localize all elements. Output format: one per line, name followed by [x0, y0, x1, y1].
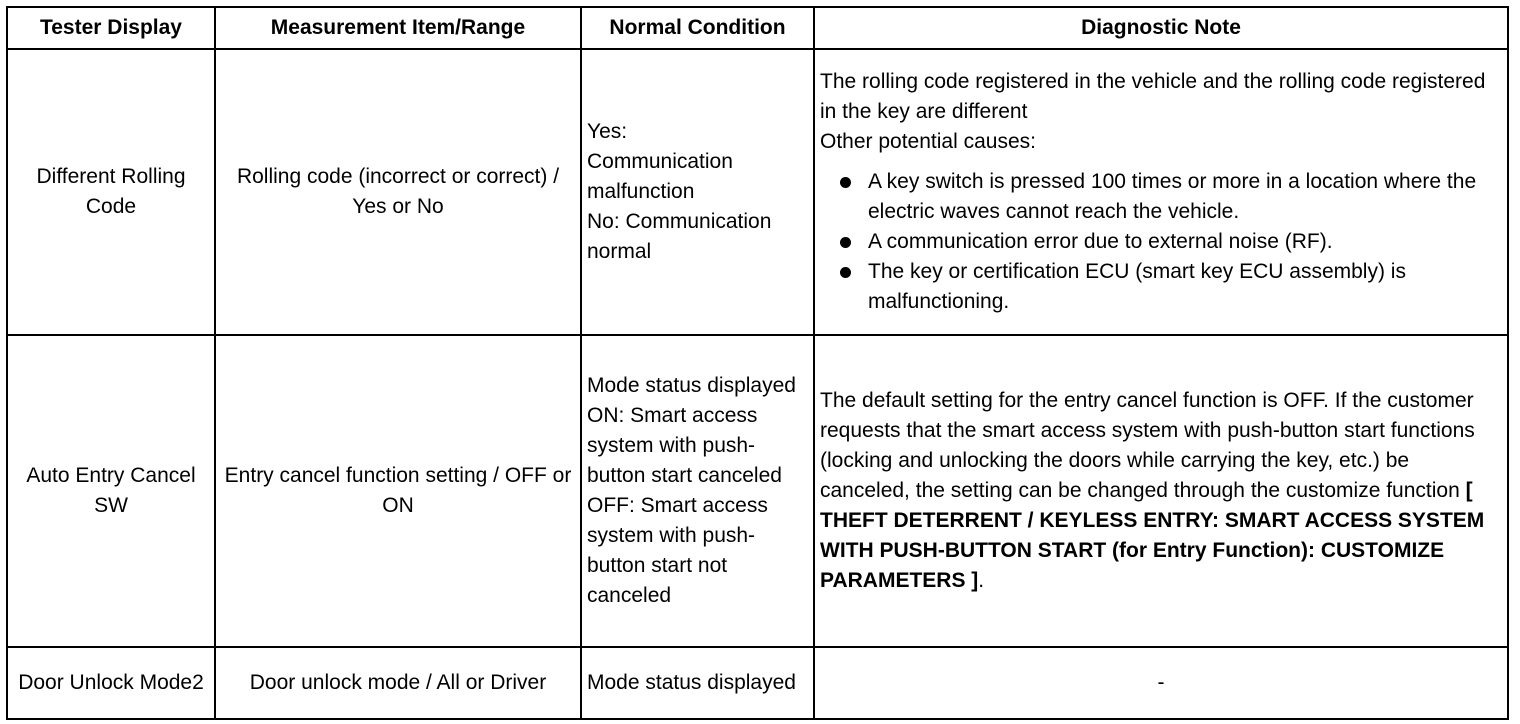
header-normal-condition: Normal Condition: [581, 7, 814, 49]
cause-item: A key switch is pressed 100 times or more in a location where the electric waves cannot reach the vehicle.: [868, 167, 1502, 227]
normal-line: Communication malfunction: [587, 150, 733, 203]
header-row: [7, 7, 1508, 49]
note-text: The default setting for the entry cancel function is OFF. If the customer requests that the smart access system with push-button start functions (locking and unlocking the doors while carrying the key, etc.) be canceled, the setting can be changed through the customize function: [820, 389, 1475, 502]
header-diagnostic-note: Diagnostic Note: [814, 7, 1508, 49]
cell-measurement: Entry cancel function setting / OFF or ON: [215, 335, 581, 647]
normal-line: Mode status displayed: [587, 671, 796, 694]
cell-measurement: Rolling code (incorrect or correct) / Yes or No: [215, 49, 581, 335]
cell-measurement: Door unlock mode / All or Driver: [215, 647, 581, 719]
note-subheading: Other potential causes:: [820, 130, 1036, 153]
cell-normal-condition: [581, 647, 814, 719]
header-measurement: Measurement Item/Range: [215, 7, 581, 49]
cell-diagnostic-note: -: [814, 647, 1508, 719]
normal-line: ON: Smart access system with push-button start canceled: [587, 404, 782, 487]
cell-tester-display: Different Rolling Code: [7, 49, 215, 335]
cell-normal-condition: [581, 49, 814, 335]
note-end: .: [978, 569, 985, 592]
diagnostic-table: [6, 6, 1509, 720]
normal-line: OFF: Smart access system with push-button start not canceled: [587, 494, 768, 607]
cause-list: [820, 167, 1502, 317]
cell-tester-display: Door Unlock Mode2: [7, 647, 215, 719]
cause-item: The key or certification ECU (smart key ECU assembly) is malfunctioning.: [868, 257, 1502, 317]
table-row: [7, 49, 1508, 335]
note-text: The rolling code registered in the vehicle and the rolling code registered in the key are different: [820, 70, 1486, 123]
customize-parameters-link[interactable]: [ THEFT DETERRENT / KEYLESS ENTRY: SMART ACCESS SYSTEM WITH PUSH-BUTTON START (for Entry Function): CUSTOMIZE PARAMETERS ]: [820, 479, 1485, 592]
cause-item: A communication error due to external noise (RF).: [868, 227, 1502, 257]
cell-tester-display: Auto Entry Cancel SW: [7, 335, 215, 647]
header-tester-display: Tester Display: [7, 7, 215, 49]
table-row: [7, 647, 1508, 719]
cell-normal-condition: [581, 335, 814, 647]
cell-diagnostic-note: [814, 49, 1508, 335]
normal-line: Yes:: [587, 120, 628, 143]
normal-line: No: Communication normal: [587, 210, 772, 263]
normal-line: Mode status displayed: [587, 374, 796, 397]
table-row: [7, 335, 1508, 647]
cell-diagnostic-note: [814, 335, 1508, 647]
